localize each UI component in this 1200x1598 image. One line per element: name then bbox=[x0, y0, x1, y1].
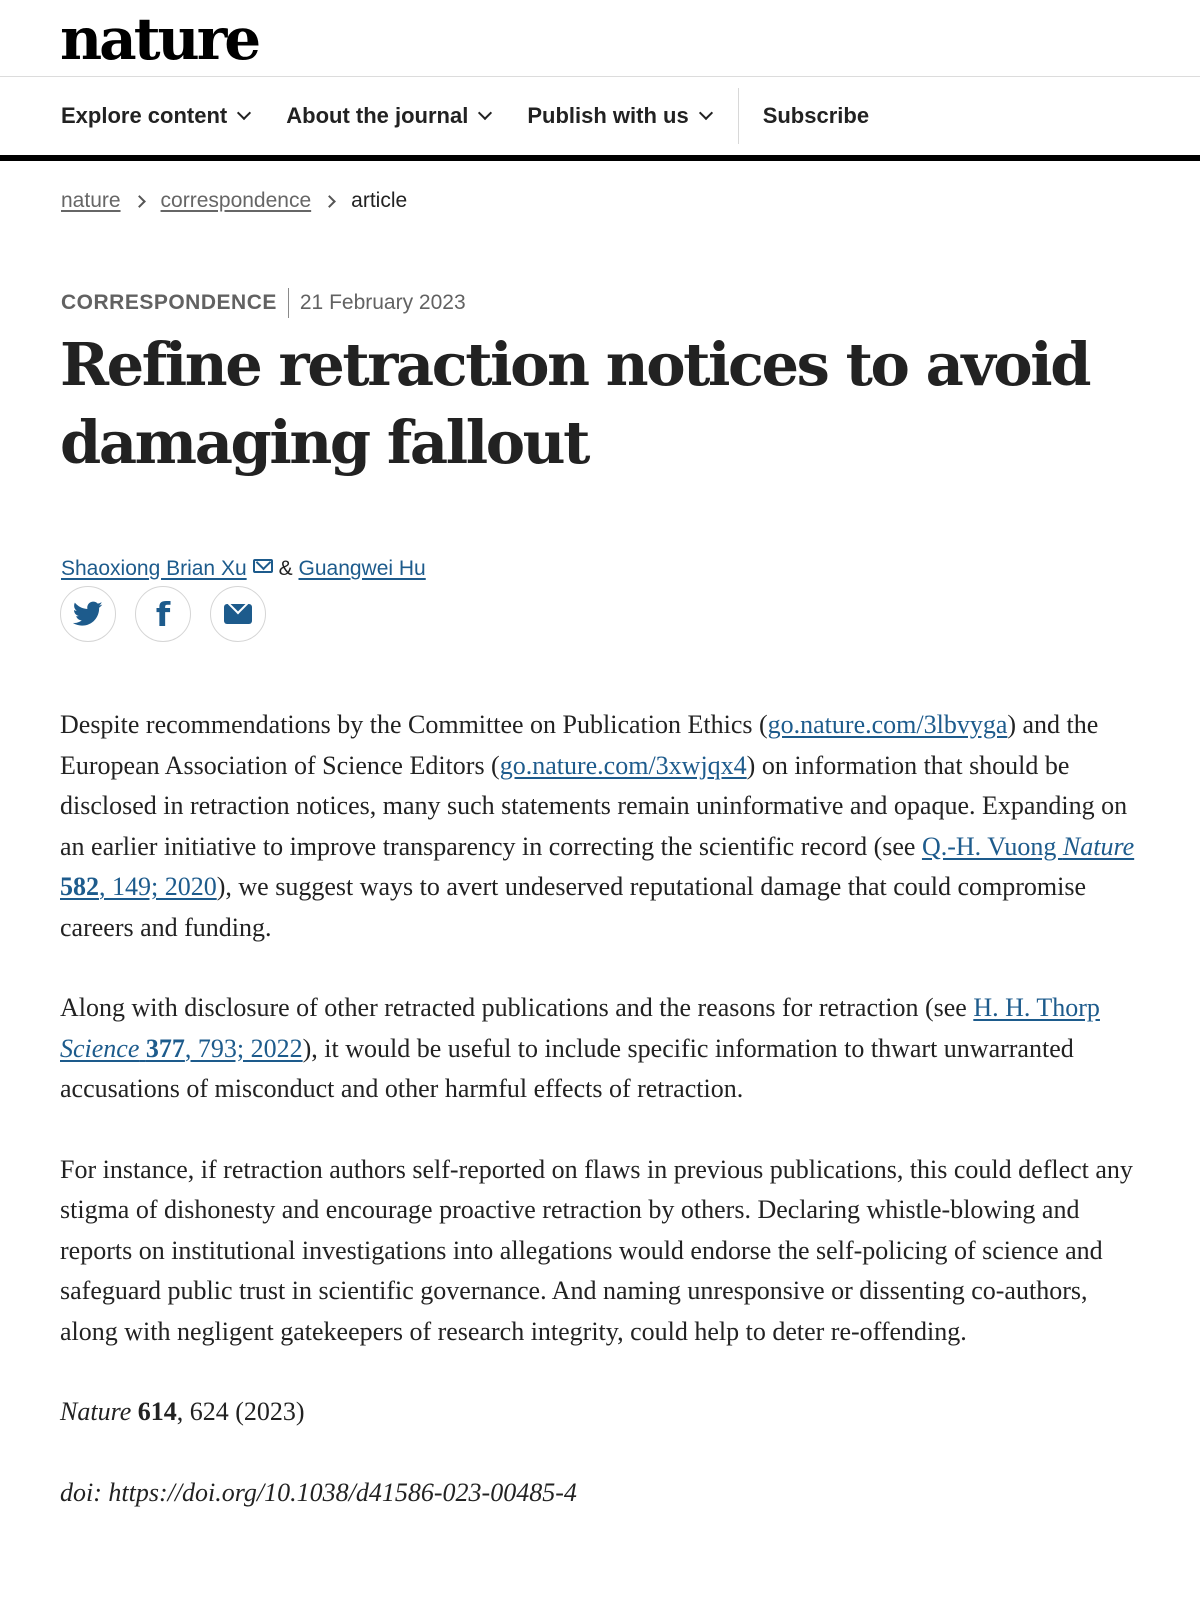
email-icon bbox=[224, 604, 252, 624]
chevron-right-icon bbox=[133, 195, 146, 208]
chevron-down-icon bbox=[478, 106, 492, 120]
text-segment: ) and the European Association of Science Editors ( bbox=[60, 710, 1099, 780]
facebook-icon: f bbox=[155, 594, 171, 634]
ref-volume: 582 bbox=[60, 872, 99, 901]
article-body bbox=[60, 705, 1140, 1553]
text-segment: ) on information that should be disclosed in retraction notices, many such statements remain uninformative and opaque. Expanding on an earlier initiative to improve transparency in correcting the scientific record (see bbox=[60, 750, 1128, 861]
text-segment: Despite recommendations by the Committee on Publication Ethics ( bbox=[60, 710, 768, 739]
author-link-xu[interactable]: Shaoxiong Brian Xu bbox=[61, 557, 247, 580]
text-segment: ), we suggest ways to avert undeserved reputational damage that could compromise careers and funding. bbox=[60, 872, 1087, 942]
citation-journal: Nature bbox=[60, 1397, 132, 1426]
article-type: CORRESPONDENCE bbox=[61, 291, 277, 314]
breadcrumb-nature[interactable]: nature bbox=[61, 189, 121, 212]
header-bottom-rule bbox=[0, 155, 1200, 161]
chevron-right-icon bbox=[323, 195, 336, 208]
breadcrumb bbox=[61, 189, 407, 213]
ref-pages: , 149; 2020 bbox=[99, 872, 217, 901]
citation bbox=[60, 1392, 1140, 1433]
share-facebook-button[interactable] bbox=[135, 586, 191, 642]
meta-divider bbox=[288, 288, 289, 318]
chevron-down-icon bbox=[699, 106, 713, 120]
text-segment: Along with disclosure of other retracted publications and the reasons for retraction (see bbox=[60, 993, 974, 1022]
link-ease[interactable]: go.nature.com/3xwjqx4 bbox=[499, 750, 747, 780]
nav-explore-content[interactable] bbox=[61, 103, 249, 129]
ref-journal: Nature bbox=[1062, 831, 1135, 861]
doi: doi: https://doi.org/10.1038/d41586-023-00485-4 bbox=[60, 1477, 577, 1507]
author-link-hu[interactable]: Guangwei Hu bbox=[298, 557, 426, 580]
ref-author: H. H. Thorp bbox=[973, 993, 1100, 1022]
main-nav bbox=[61, 78, 906, 154]
author-separator: & bbox=[278, 557, 293, 580]
ref-volume: 377 bbox=[145, 1033, 185, 1063]
nav-publish-with-us-label: Publish with us bbox=[527, 103, 689, 128]
nav-separator bbox=[738, 88, 739, 144]
share-twitter-button[interactable] bbox=[60, 586, 116, 642]
nav-about-journal[interactable] bbox=[286, 103, 490, 129]
publication-date: 21 February 2023 bbox=[299, 291, 466, 314]
article-meta bbox=[61, 288, 466, 318]
nav-publish-with-us[interactable] bbox=[527, 103, 710, 129]
link-cope[interactable]: go.nature.com/3lbvyga bbox=[767, 710, 1008, 739]
ref-journal: Science bbox=[60, 1033, 140, 1063]
text-segment: ), it would be useful to include specific information to thwart unwarranted accusations of misconduct and other harmful effects of retraction. bbox=[60, 1033, 1074, 1103]
nature-logo[interactable]: nature bbox=[60, 5, 259, 73]
paragraph-1 bbox=[60, 705, 1140, 948]
breadcrumb-current: article bbox=[351, 189, 408, 212]
nav-about-journal-label: About the journal bbox=[286, 103, 469, 128]
share-buttons bbox=[60, 586, 285, 642]
paragraph-2 bbox=[60, 988, 1140, 1110]
citation-volume: 614 bbox=[137, 1397, 177, 1426]
chevron-down-icon bbox=[237, 106, 251, 120]
paragraph-3: For instance, if retraction authors self-reported on flaws in previous publications, this could deflect any stigma of dishonesty and encourage proactive retraction by others. Declaring whistle-blowing and reports on institutional investigations into allegations would endorse the self-policing of science and safeguard public trust in scientific governance. And naming unresponsive or dissenting co-authors, along with negligent gatekeepers of research integrity, could help to deter re-offending. bbox=[60, 1154, 1133, 1346]
twitter-icon bbox=[73, 601, 103, 627]
nav-explore-content-label: Explore content bbox=[61, 103, 228, 128]
ref-author: Q.-H. Vuong bbox=[921, 831, 1063, 861]
email-author-icon[interactable] bbox=[253, 559, 273, 573]
header-divider bbox=[0, 76, 1200, 77]
ref-pages: , 793; 2022 bbox=[184, 1033, 303, 1063]
citation-rest: , 624 (2023) bbox=[176, 1397, 305, 1426]
breadcrumb-correspondence[interactable]: correspondence bbox=[160, 189, 312, 212]
author-list bbox=[61, 557, 426, 581]
article-title: Refine retraction notices to avoid damaging fallout bbox=[60, 330, 1090, 477]
subscribe-link[interactable]: Subscribe bbox=[762, 103, 870, 128]
share-email-button[interactable] bbox=[210, 586, 266, 642]
